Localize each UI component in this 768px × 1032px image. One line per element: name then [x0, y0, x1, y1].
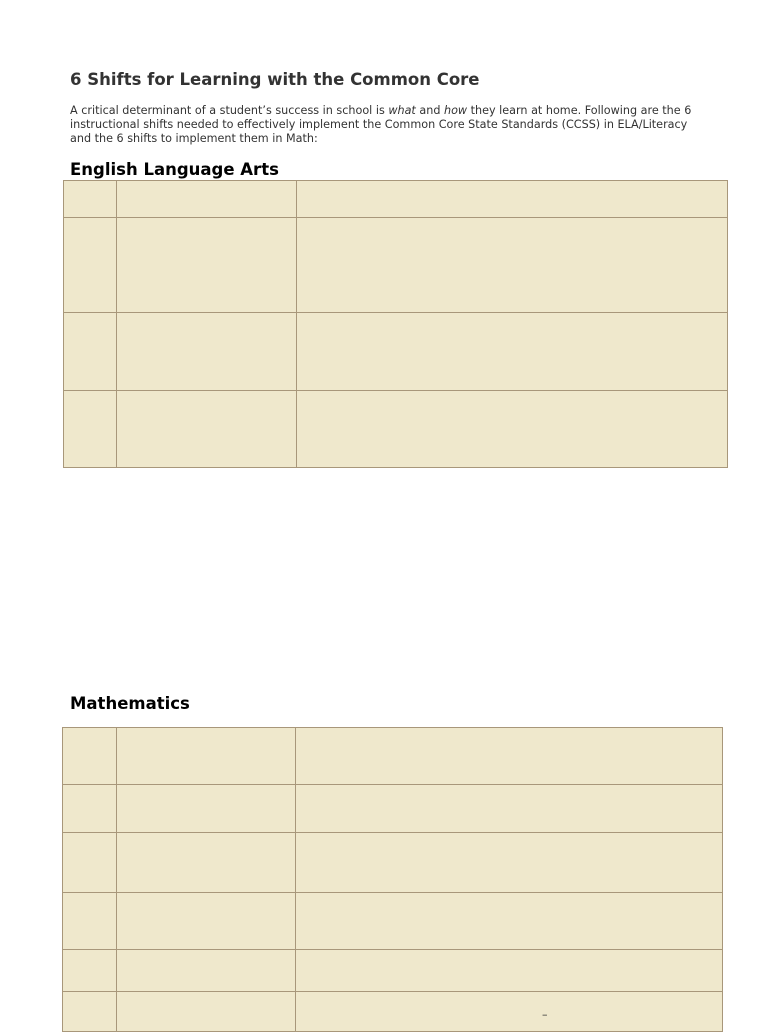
shift-name-cell: [117, 893, 296, 950]
shift-number-cell: [63, 728, 117, 785]
shift-name-cell: [117, 181, 297, 218]
intro-text-3: they learn at home. Following are the 6 instructional shifts needed to effectively implement the Common Core State Standards (CCSS) in ELA/Literacy and the 6 shifts to implement them in Math:: [70, 104, 692, 146]
page-title: 6 Shifts for Learning with the Common Core: [70, 70, 480, 89]
ela-section-heading: English Language Arts: [70, 160, 279, 179]
table-row: [63, 785, 723, 833]
shift-number-cell: [63, 992, 117, 1032]
shift-description-cell: [296, 950, 723, 992]
shift-name-cell: [117, 313, 297, 391]
shift-number-cell: [63, 785, 117, 833]
intro-text-2: and: [415, 104, 444, 117]
math-shifts-table: [62, 727, 723, 1032]
table-row: [64, 181, 728, 218]
table-row: [63, 950, 723, 992]
shift-description-cell: [297, 218, 728, 313]
shift-number-cell: [64, 313, 117, 391]
table-row: [63, 833, 723, 893]
shift-name-cell: [117, 833, 296, 893]
shift-description-cell: [297, 181, 728, 218]
intro-emphasis-how: how: [443, 104, 468, 117]
shift-description-cell: [296, 728, 723, 785]
shift-name-cell: [117, 950, 296, 992]
shift-description-cell: [297, 391, 728, 468]
shift-number-cell: [64, 218, 117, 313]
shift-number-cell: [63, 950, 117, 992]
shift-name-cell: [117, 391, 297, 468]
intro-text-1: A critical determinant of a student’s success in school is: [70, 104, 389, 117]
table-row: [64, 218, 728, 313]
shift-description-cell: [296, 785, 723, 833]
table-row: [63, 728, 723, 785]
shift-number-cell: [63, 893, 117, 950]
table-row: [63, 893, 723, 950]
shift-name-cell: [117, 785, 296, 833]
shift-number-cell: [64, 391, 117, 468]
intro-emphasis-what: what: [388, 104, 416, 117]
shift-name-cell: [117, 728, 296, 785]
shift-name-cell: [117, 992, 296, 1032]
shift-name-cell: [117, 218, 297, 313]
shift-description-cell: [296, 833, 723, 893]
shift-description-cell: [297, 313, 728, 391]
shift-number-cell: [63, 833, 117, 893]
intro-paragraph: [70, 104, 710, 147]
table-row: [64, 313, 728, 391]
shift-description-cell: [296, 893, 723, 950]
math-section-heading: Mathematics: [70, 694, 190, 713]
shift-number-cell: [64, 181, 117, 218]
table-row: [64, 391, 728, 468]
ela-shifts-table: [63, 180, 728, 468]
stray-dash-mark: –: [542, 1008, 548, 1021]
table-row: [63, 992, 723, 1032]
shift-description-cell: [296, 992, 723, 1032]
